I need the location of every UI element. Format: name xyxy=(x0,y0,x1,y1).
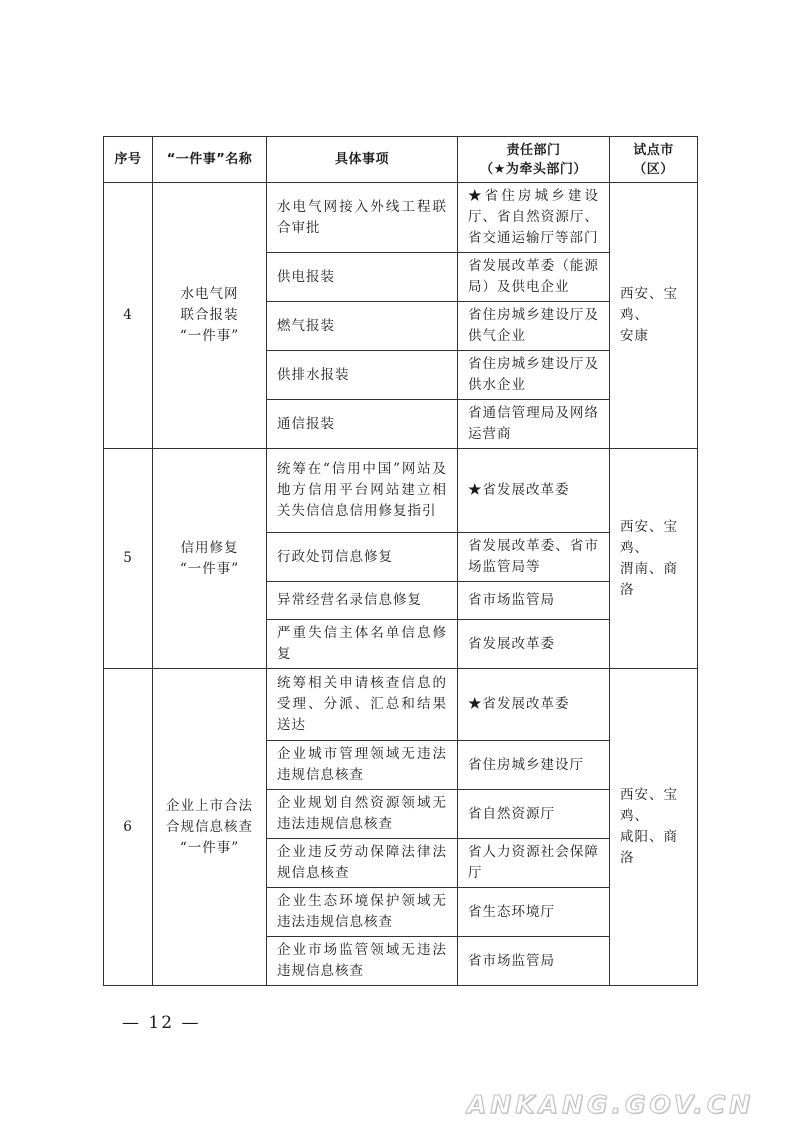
group-name-line: 合规信息核查 xyxy=(166,818,253,835)
header-dept xyxy=(458,137,610,183)
group-name xyxy=(153,449,267,669)
specific-item: 行政处罚信息修复 xyxy=(267,533,458,582)
header-city-line1: 试点市 xyxy=(633,142,674,158)
responsible-department: 省发展改革委 xyxy=(458,620,610,669)
specific-item: 企业城市管理领域无违法违规信息核查 xyxy=(267,741,458,790)
specific-item: 通信报装 xyxy=(267,400,458,449)
specific-item: 企业市场监管领域无违法违规信息核查 xyxy=(267,937,458,986)
site-watermark: ANKANG.GOV.CN xyxy=(466,1090,754,1119)
group-name-line: 信用修复 xyxy=(180,539,239,556)
group-name-line: “一件事” xyxy=(179,839,240,856)
group-number: 4 xyxy=(104,183,153,449)
header-num: 序号 xyxy=(104,137,153,183)
pilot-city-line: 渭南、商洛 xyxy=(620,560,678,598)
responsible-department: 省发展改革委、省市场监管局等 xyxy=(458,533,610,582)
specific-item: 水电气网接入外线工程联合审批 xyxy=(267,183,458,253)
specific-item: 统筹相关申请核查信息的受理、分派、汇总和结果送达 xyxy=(267,669,458,741)
specific-item: 严重失信主体名单信息修复 xyxy=(267,620,458,669)
table-row xyxy=(104,449,698,533)
specific-item: 企业违反劳动保障法律法规信息核查 xyxy=(267,839,458,888)
pilot-city-line: 西安、宝鸡、 xyxy=(620,787,678,824)
header-name: “一件事”名称 xyxy=(153,137,267,183)
pilot-city-line: 咸阳、商洛 xyxy=(620,829,678,866)
table-body xyxy=(104,183,698,986)
responsible-department: ★省发展改革委 xyxy=(458,449,610,533)
responsible-department: 省住房城乡建设厅及供水企业 xyxy=(458,351,610,400)
responsible-department: ★省住房城乡建设厅、省自然资源厅、省交通运输厅等部门 xyxy=(458,183,610,253)
responsible-department: 省市场监管局 xyxy=(458,582,610,620)
group-name-line: 企业上市合法 xyxy=(166,797,253,814)
group-name xyxy=(153,183,267,449)
header-city xyxy=(610,137,698,183)
header-item: 具体事项 xyxy=(267,137,458,183)
pilot-cities xyxy=(610,183,698,449)
header-dept-line1: 责任部门 xyxy=(506,142,561,158)
specific-item: 企业规划自然资源领域无违法违规信息核查 xyxy=(267,790,458,839)
page-number: — 12 — xyxy=(122,1013,201,1033)
responsible-department: 省通信管理局及网络运营商 xyxy=(458,400,610,449)
group-name-line: “一件事” xyxy=(179,560,240,577)
group-name-line: “一件事” xyxy=(179,328,240,344)
responsible-department: 省住房城乡建设厅 xyxy=(458,741,610,790)
responsible-department: 省发展改革委（能源局）及供电企业 xyxy=(458,253,610,302)
pilot-city-line: 西安、宝鸡、 xyxy=(620,286,678,323)
table-row xyxy=(104,669,698,741)
group-name-line: 水电气网 xyxy=(180,286,239,302)
header-dept-line2: （★为牵头部门） xyxy=(480,161,587,177)
responsible-department: 省住房城乡建设厅及供气企业 xyxy=(458,302,610,351)
specific-item: 异常经营名录信息修复 xyxy=(267,582,458,620)
specific-item: 供排水报装 xyxy=(267,351,458,400)
specific-item: 供电报装 xyxy=(267,253,458,302)
table-row xyxy=(104,183,698,253)
responsible-department: 省人力资源社会保障厅 xyxy=(458,839,610,888)
table-header-row xyxy=(104,137,698,183)
pilot-city-line: 安康 xyxy=(620,328,649,344)
responsible-department: ★省发展改革委 xyxy=(458,669,610,741)
group-number: 5 xyxy=(104,449,153,669)
header-city-line2: （区） xyxy=(633,161,674,177)
specific-item: 统筹在“信用中国”网站及地方信用平台网站建立相关失信信息信用修复指引 xyxy=(267,449,458,533)
responsibility-table xyxy=(103,136,698,986)
pilot-cities xyxy=(610,449,698,669)
specific-item: 燃气报装 xyxy=(267,302,458,351)
group-number: 6 xyxy=(104,669,153,986)
group-name-line: 联合报装 xyxy=(180,307,239,323)
responsible-department: 省生态环境厅 xyxy=(458,888,610,937)
specific-item: 企业生态环境保护领域无违法违规信息核查 xyxy=(267,888,458,937)
pilot-cities xyxy=(610,669,698,986)
responsible-department: 省自然资源厅 xyxy=(458,790,610,839)
group-name xyxy=(153,669,267,986)
pilot-city-line: 西安、宝鸡、 xyxy=(620,518,678,556)
responsible-department: 省市场监管局 xyxy=(458,937,610,986)
